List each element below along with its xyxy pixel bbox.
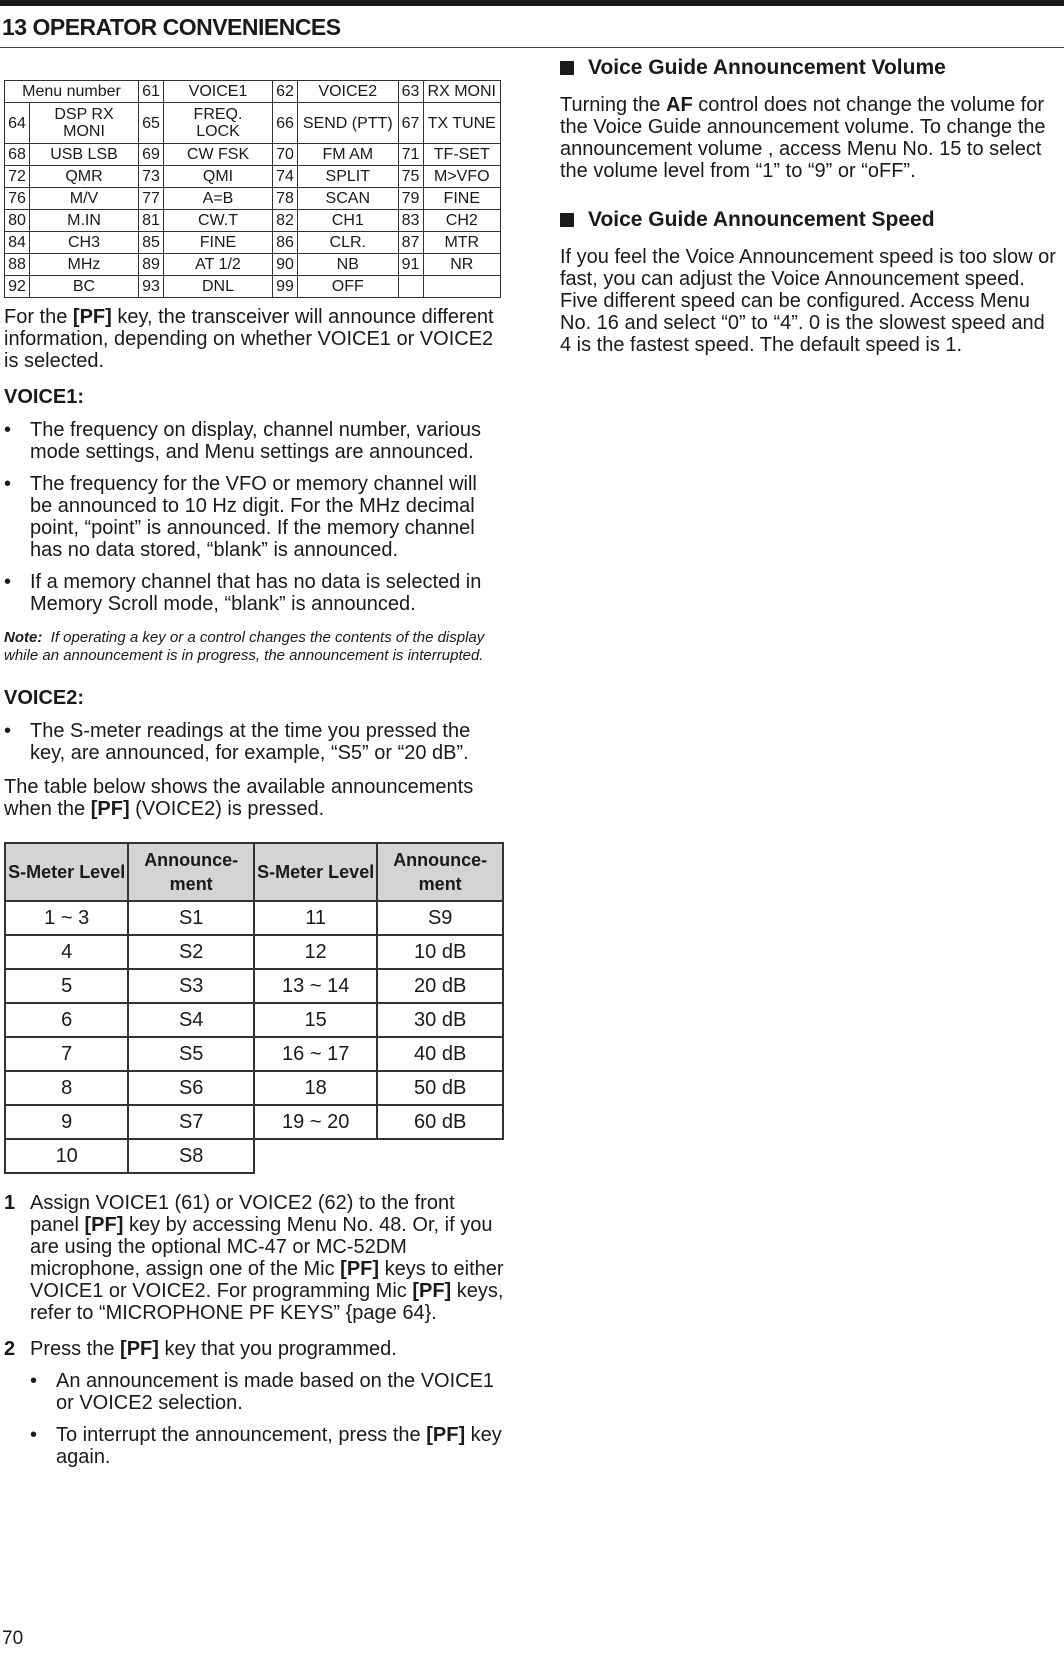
- table-cell: S2: [128, 935, 254, 969]
- step-text: keys to either VOICE1 or VOICE2. For programming Mic: [30, 1258, 504, 1302]
- menu-function: OFF: [298, 276, 399, 298]
- table-row: [5, 210, 501, 232]
- voice2-list: [4, 720, 504, 764]
- volume-paragraph: [560, 94, 1060, 182]
- table-cell: 9: [5, 1105, 128, 1139]
- menu-function: NR: [423, 254, 500, 276]
- menu-number: 73: [139, 166, 164, 188]
- pf-key-label: [PF]: [412, 1280, 452, 1302]
- menu-function: FM AM: [298, 144, 399, 166]
- table-intro-text: The table below shows the available announcements when the: [4, 776, 474, 820]
- table-row: [5, 254, 501, 276]
- note: [4, 629, 504, 665]
- table-cell: 60 dB: [377, 1105, 503, 1139]
- menu-function: A=B: [164, 188, 273, 210]
- s-meter-table: [4, 842, 504, 1174]
- list-item: [30, 1424, 504, 1468]
- table-cell: S3: [128, 969, 254, 1003]
- table-cell: S9: [377, 901, 503, 935]
- speed-section-heading: [560, 208, 1060, 232]
- table-cell: 10 dB: [377, 935, 503, 969]
- table-cell: [254, 1139, 377, 1173]
- table-cell: 40 dB: [377, 1037, 503, 1071]
- menu-number: 74: [273, 166, 298, 188]
- menu-number: 76: [5, 188, 30, 210]
- list-item: • If a memory channel that has no data is selected in Memory Scroll mode, “blank” is announced.: [4, 571, 504, 615]
- table-cell: 4: [5, 935, 128, 969]
- menu-number: 90: [273, 254, 298, 276]
- menu-function: CW FSK: [164, 144, 273, 166]
- table-cell: 12: [254, 935, 377, 969]
- menu-function: FINE: [423, 188, 500, 210]
- menu-number: 75: [398, 166, 423, 188]
- menu-number: 72: [5, 166, 30, 188]
- right-column: [560, 56, 1060, 356]
- bullet-square-icon: [560, 61, 574, 75]
- table-cell: 20 dB: [377, 969, 503, 1003]
- bullet-square-icon: [560, 213, 574, 227]
- list-item: • An announcement is made based on the VOICE1 or VOICE2 selection.: [30, 1370, 504, 1414]
- voice2-heading: VOICE2:: [4, 687, 85, 709]
- table-cell: S4: [128, 1003, 254, 1037]
- menu-function: USB LSB: [30, 144, 139, 166]
- menu-number: 99: [273, 276, 298, 298]
- table-cell: 8: [5, 1071, 128, 1105]
- table-row: [5, 166, 501, 188]
- list-item: • The frequency on display, channel number, various mode settings, and Menu settings are announced.: [4, 419, 504, 463]
- menu-function: RX MONI: [423, 81, 500, 103]
- page-number: 70: [2, 1628, 24, 1649]
- menu-function: TF-SET: [423, 144, 500, 166]
- table-cell: 13 ~ 14: [254, 969, 377, 1003]
- note-label: Note:: [4, 629, 43, 646]
- table-cell: S7: [128, 1105, 254, 1139]
- column-header: S-Meter Level: [254, 843, 377, 901]
- table-cell: S1: [128, 901, 254, 935]
- table-row: [5, 276, 501, 298]
- header-rule: [0, 47, 1064, 48]
- table-cell: 15: [254, 1003, 377, 1037]
- table-row: [5, 1003, 503, 1037]
- left-column: [4, 80, 504, 1468]
- table-cell: 7: [5, 1037, 128, 1071]
- table-cell: 10: [5, 1139, 128, 1173]
- menu-number: 79: [398, 188, 423, 210]
- menu-header-label: Menu number: [5, 81, 139, 103]
- menu-number: 87: [398, 232, 423, 254]
- menu-function: [423, 276, 500, 298]
- table-row: [5, 935, 503, 969]
- intro-text: key, the transceiver will announce different information, depending on whether VOICE1 or VOICE2 is selected.: [4, 306, 494, 372]
- volume-heading-text: Voice Guide Announcement Volume: [588, 56, 946, 79]
- step-text: Press the: [30, 1338, 121, 1360]
- menu-function: DSP RX MONI: [30, 103, 139, 144]
- column-header: Announce-ment: [377, 843, 503, 901]
- menu-number: 91: [398, 254, 423, 276]
- table-row: [5, 188, 501, 210]
- intro-paragraph: [4, 306, 504, 372]
- menu-number: 62: [273, 81, 298, 103]
- menu-function: TX TUNE: [423, 103, 500, 144]
- menu-function: FREQ. LOCK: [164, 103, 273, 144]
- table-row: [5, 969, 503, 1003]
- menu-number: 85: [139, 232, 164, 254]
- step-text: key again.: [56, 1424, 502, 1468]
- speed-heading-text: Voice Guide Announcement Speed: [588, 208, 935, 231]
- menu-number: 88: [5, 254, 30, 276]
- table-row: [5, 1037, 503, 1071]
- table-row: [5, 1071, 503, 1105]
- list-item: • The frequency for the VFO or memory channel will be announced to 10 Hz digit. For the MHz decimal point, “point” is announced. If the memory channel has no data stored, “blank” is announced.: [4, 473, 504, 561]
- menu-number: [398, 276, 423, 298]
- table-row: [5, 232, 501, 254]
- table-cell: S5: [128, 1037, 254, 1071]
- table-intro: [4, 776, 504, 820]
- table-cell: S6: [128, 1071, 254, 1105]
- voice1-heading: VOICE1:: [4, 386, 85, 408]
- menu-function: AT 1/2: [164, 254, 273, 276]
- menu-function: SCAN: [298, 188, 399, 210]
- menu-number: 71: [398, 144, 423, 166]
- table-cell: S8: [128, 1139, 254, 1173]
- table-row: [5, 1139, 503, 1173]
- menu-function: QMR: [30, 166, 139, 188]
- pf-key-label: [PF]: [72, 306, 112, 328]
- menu-number: 70: [273, 144, 298, 166]
- menu-function: VOICE2: [298, 81, 399, 103]
- step-2: [4, 1338, 504, 1468]
- column-header: S-Meter Level: [5, 843, 128, 901]
- menu-function: MTR: [423, 232, 500, 254]
- menu-function: M>VFO: [423, 166, 500, 188]
- table-cell: 11: [254, 901, 377, 935]
- step-text: key that you programmed.: [158, 1338, 397, 1360]
- menu-number: 80: [5, 210, 30, 232]
- list-item: • The S-meter readings at the time you pressed the key, are announced, for example, “S5” or “20 dB”.: [4, 720, 504, 764]
- step-text: To interrupt the announcement, press the: [56, 1424, 427, 1446]
- volume-section-heading: [560, 56, 1060, 80]
- menu-function: CW.T: [164, 210, 273, 232]
- column-header: Announce-ment: [128, 843, 254, 901]
- menu-number: 89: [139, 254, 164, 276]
- table-row: [5, 1105, 503, 1139]
- voice1-list: [4, 419, 504, 615]
- menu-function: M/V: [30, 188, 139, 210]
- step-text: key by accessing Menu No. 48. Or, if you are using the optional MC-47 or MC-52DM microphone, assign one of the Mic: [30, 1214, 493, 1280]
- menu-number: 63: [398, 81, 423, 103]
- step-number: 2: [4, 1338, 16, 1360]
- table-intro-text: (VOICE2) is pressed.: [129, 798, 325, 820]
- menu-number: 78: [273, 188, 298, 210]
- table-cell: [377, 1139, 503, 1173]
- intro-text: For the: [4, 306, 73, 328]
- menu-number: 65: [139, 103, 164, 144]
- menu-function: CH2: [423, 210, 500, 232]
- volume-text: Turning the: [560, 94, 666, 116]
- menu-number-table: [4, 80, 501, 298]
- menu-number: 81: [139, 210, 164, 232]
- menu-function: VOICE1: [164, 81, 273, 103]
- step-text: keys, refer to “MICROPHONE PF KEYS” {page 64}.: [30, 1280, 504, 1324]
- step-text: Assign VOICE1 (61) or VOICE2 (62) to the front panel: [30, 1192, 455, 1236]
- pf-key-label: [PF]: [120, 1338, 159, 1360]
- step-number: 1: [4, 1192, 16, 1214]
- af-control-label: AF: [666, 94, 693, 116]
- pf-key-label: [PF]: [426, 1424, 466, 1446]
- menu-number: 67: [398, 103, 423, 144]
- menu-number: 64: [5, 103, 30, 144]
- volume-text: control does not change the volume for the Voice Guide announcement volume. To change the announcement volume , access Menu No. 15 to select the volume level from “1” to “9” or “oFF”.: [560, 94, 1046, 182]
- menu-function: M.IN: [30, 210, 139, 232]
- menu-function: QMI: [164, 166, 273, 188]
- pf-key-label: [PF]: [84, 1214, 124, 1236]
- steps: [4, 1192, 504, 1468]
- menu-number: 68: [5, 144, 30, 166]
- menu-number: 93: [139, 276, 164, 298]
- step-1: [4, 1192, 504, 1324]
- table-cell: 50 dB: [377, 1071, 503, 1105]
- table-cell: 30 dB: [377, 1003, 503, 1037]
- top-bar: [0, 0, 1064, 6]
- table-cell: 1 ~ 3: [5, 901, 128, 935]
- menu-number: 69: [139, 144, 164, 166]
- menu-header-row: [5, 81, 501, 103]
- menu-number: 82: [273, 210, 298, 232]
- menu-function: NB: [298, 254, 399, 276]
- step-2-list: [30, 1370, 504, 1468]
- table-cell: 19 ~ 20: [254, 1105, 377, 1139]
- menu-function: FINE: [164, 232, 273, 254]
- menu-function: CH1: [298, 210, 399, 232]
- table-row: [5, 103, 501, 144]
- menu-function: CLR.: [298, 232, 399, 254]
- menu-function: SPLIT: [298, 166, 399, 188]
- table-row: [5, 144, 501, 166]
- menu-function: CH3: [30, 232, 139, 254]
- menu-number: 77: [139, 188, 164, 210]
- menu-number: 86: [273, 232, 298, 254]
- note-text: If operating a key or a control changes the contents of the display while an announcement is in progress, the announcement is interrupted.: [4, 629, 485, 664]
- menu-number: 61: [139, 81, 164, 103]
- page-header: 13 OPERATOR CONVENIENCES: [2, 14, 341, 40]
- menu-function: SEND (PTT): [298, 103, 399, 144]
- menu-function: BC: [30, 276, 139, 298]
- table-cell: 16 ~ 17: [254, 1037, 377, 1071]
- menu-number: 83: [398, 210, 423, 232]
- speed-paragraph: If you feel the Voice Announcement speed is too slow or fast, you can adjust the Voice Announcement speed. Five different speed can be configured. Access Menu No. 16 and select “0” to “4”. 0 is the slowest speed and 4 is the fastest speed. The default speed is 1.: [560, 246, 1056, 356]
- pf-key-label: [PF]: [340, 1258, 380, 1280]
- pf-key-label: [PF]: [90, 798, 130, 820]
- table-cell: 5: [5, 969, 128, 1003]
- menu-function: MHz: [30, 254, 139, 276]
- table-cell: 6: [5, 1003, 128, 1037]
- table-cell: 18: [254, 1071, 377, 1105]
- menu-function: DNL: [164, 276, 273, 298]
- table-row: [5, 901, 503, 935]
- menu-number: 92: [5, 276, 30, 298]
- menu-number: 66: [273, 103, 298, 144]
- menu-number: 84: [5, 232, 30, 254]
